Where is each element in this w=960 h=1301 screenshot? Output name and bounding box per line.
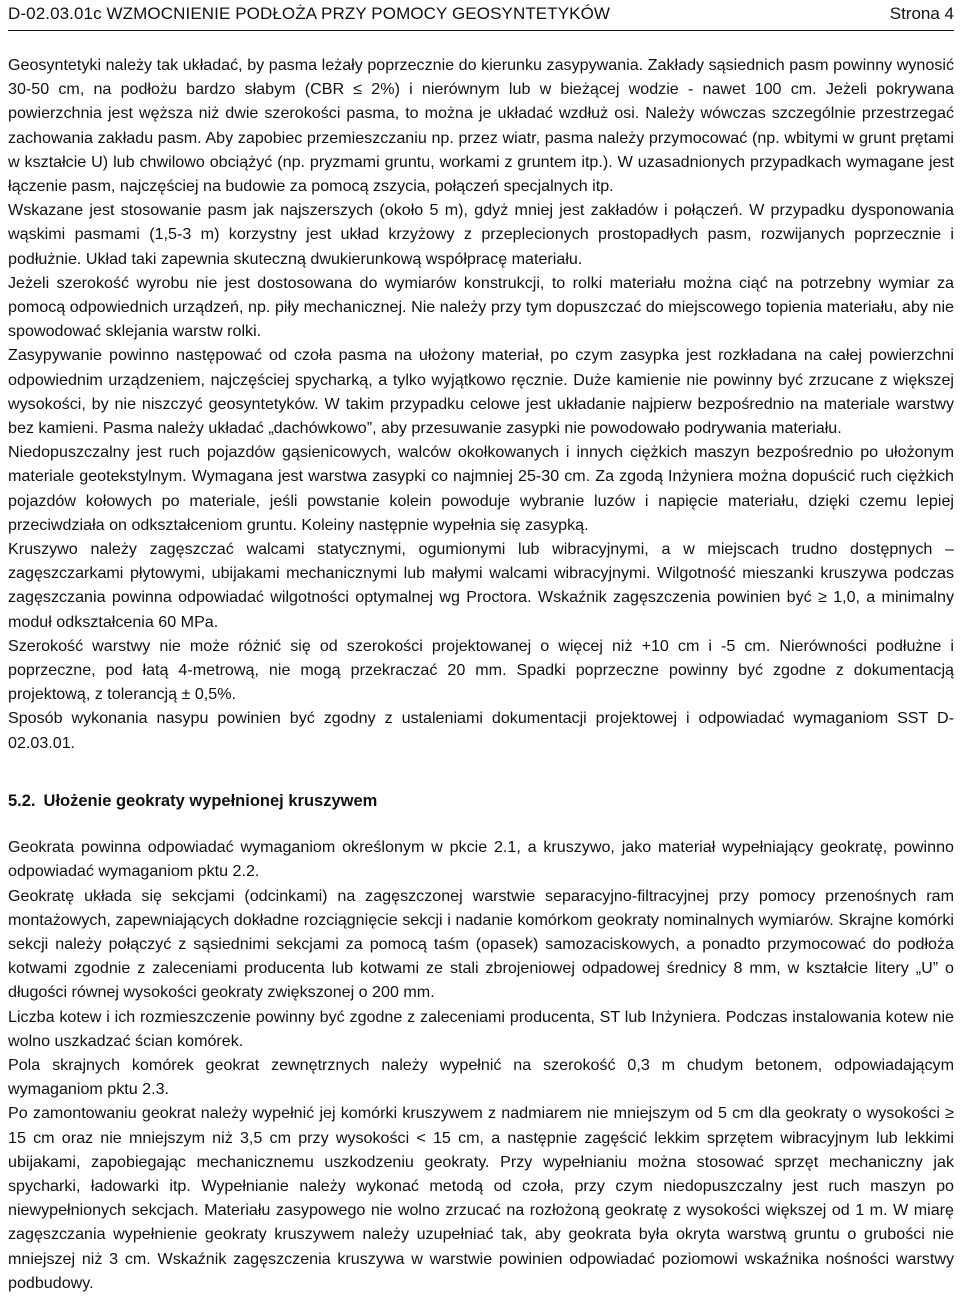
paragraph: Niedopuszczalny jest ruch pojazdów gąsienicowych, walców okołkowanych i innych ciężkich maszyn bezpośrednio po ułożonym materiale geotekstylnym. Wymagana jest warstwa zasypki co najmniej 25-30 cm. Za zgodą Inżyniera można dopuścić ruch ciężkich pojazdów kołowych po materiale, jeśli powstanie kolein powoduje wybranie luzów i napięcie materiału, dzięki czemu lepiej przeciwdziała on odkształceniom gruntu. Koleiny następnie wypełnia się zasypką. bbox=[8, 443, 954, 534]
paragraph: Liczba kotew i ich rozmieszczenie powinny być zgodne z zaleceniami producenta, ST lub Inżyniera. Podczas instalowania kotew nie wolno uszkadzać ścian komórek. bbox=[8, 1007, 954, 1050]
paragraph: Kruszywo należy zagęszczać walcami statycznymi, ogumionymi lub wibracyjnymi, a w miejscach trudno dostępnych – zagęszczarkami płytowymi, ubijakami mechanicznymi lub małymi walcami wibracyjnymi. Wilgotność mieszanki kruszywa podczas zagęszczania powinna odpowiadać wilgotności optymalnej wg Proctora. Wskaźnik zagęszczenia powinien być ≥ 1,0, a minimalny moduł odkształcenia 60 MPa. bbox=[8, 540, 954, 631]
paragraph: Geosyntetyki należy tak układać, by pasma leżały poprzecznie do kierunku zasypywania. Zakłady sąsiednich pasm powinny wynosić 30-50 cm, na podłożu bardzo słabym (CBR ≤ 2%) i nierównym lub w bieżącej wodzie - nawet 100 cm. Jeżeli pokrywana powierzchnia jest węższa niż dwie szerokości pasma, to można je układać wzdłuż osi. Należy wówczas szczególnie przestrzegać zachowania zakładu pasm. Aby zapobiec przemieszczaniu np. przez wiatr, pasma należy przymocować (np. wbitymi w grunt prętami w kształcie U) lub chwilowo obciążyć (np. pryzmami gruntu, workami z gruntem itp.). W uzasadnionych przypadkach wymagane jest łączenie pasm, najczęściej na budowie za pomocą zszycia, połączeń specjalnych itp. bbox=[8, 56, 954, 196]
page-number: Strona 4 bbox=[889, 4, 954, 23]
paragraph: Wskazane jest stosowanie pasm jak najszerszych (około 5 m), gdyż mniej jest zakładów i połączeń. W przypadku dysponowania wąskimi pasmami (1,5-3 m) korzystny jest układ krzyżowy z przeplecionych prostopadłych pasm, rozwijanych poprzecznie i podłużnie. Układ taki zapewnia skuteczną dwukierunkową współpracę materiału. bbox=[8, 201, 954, 268]
paragraph: Szerokość warstwy nie może różnić się od szerokości projektowanej o więcej niż +10 cm i -5 cm. Nierówności podłużne i poprzeczne, pod łatą 4-metrową, nie mogą przekraczać 20 mm. Spadki poprzeczne powinny być zgodne z dokumentacją projektową, z tolerancją ± 0,5%. bbox=[8, 636, 954, 704]
paragraph: Geokratę układa się sekcjami (odcinkami) na zagęszczonej warstwie separacyjno-filtracyjnej przy pomocy przenośnych ram montażowych, zapewniających dokładne rozciągnięcie sekcji i nadanie komórkom geokraty nominalnych wymiarów. Skrajne komórki sekcji należy połączyć z sąsiednimi sekcjami za pomocą taśm (opasek) samozaciskowych, a ponadto przymocować do podłoża kotwami zgodnie z zaleceniami producenta lub kotwami ze stali zbrojeniowej odpadowej średnicy 8 mm, w kształcie litery „U” o długości równej wysokości geokraty zwiększonej o 200 mm. bbox=[8, 886, 954, 1002]
paragraph: Zasypywanie powinno następować od czoła pasma na ułożony materiał, po czym zasypka jest rozkładana na całej powierzchni odpowiednim urządzeniem, najczęściej spycharką, a tylko wyjątkowo ręcznie. Duże kamienie nie powinny być zrzucane z większej wysokości, by nie niszczyć geosyntetyków. W takim przypadku celowe jest układanie najpierw bezpośrednio na materiale warstwy bez kamieni. Pasma należy układać „dachówkowo”, aby przesuwanie zasypki nie powodowało podrywania materiału. bbox=[8, 346, 954, 438]
paragraph: Sposób wykonania nasypu powinien być zgodny z ustaleniami dokumentacji projektowej i odpowiadać wymaganiom SST D-02.03.01. bbox=[8, 709, 954, 752]
section-number: 5.2. bbox=[8, 791, 36, 810]
paragraph: Jeżeli szerokość wyrobu nie jest dostosowana do wymiarów konstrukcji, to rolki materiału można ciąć na potrzebny wymiar za pomocą odpowiednich urządzeń, np. piły mechanicznej. Nie należy przy tym dopuszczać do miejscowego topienia materiału, aby nie spowodować sklejania warstw rolki. bbox=[8, 273, 954, 341]
paragraph: Po zamontowaniu geokrat należy wypełnić jej komórki kruszywem z nadmiarem nie mniejszym od 5 cm dla geokraty o wysokości ≥ 15 cm oraz nie mniejszym niż 3,5 cm przy wysokości < 15 cm, a następnie zagęścić lekkim sprzętem wibracyjnym lub lekkimi ubijakami, zapobiegając mechanicznemu uszkodzeniu geokraty. Przy wypełnianiu można stosować sprzęt mechaniczny jak spycharki, ładowarki itp. Wypełnianie należy wykonać metodą od czoła, przy czym niedopuszczalny jest ruch maszyn po niewypełnionych sekcjach. Materiału zasypowego nie wolno zrzucać na rozłożoną geokratę z wysokości większej od 1 m. W miarę zagęszczania wypełnienie geokraty kruszywem należy uzupełniać tak, aby geokrata była okryta warstwą gruntu o grubości nie mniejszej niż 3 cm. Wskaźnik zagęszczenia kruszywa w warstwie powinien odpowiadać poziomowi wskaźnika nośności warstwy podbudowy. bbox=[8, 1104, 954, 1292]
document-title: D-02.03.01c WZMOCNIENIE PODŁOŻA PRZY POMOCY GEOSYNTETYKÓW bbox=[8, 4, 611, 23]
section-title: Ułożenie geokraty wypełnionej kruszywem bbox=[43, 791, 378, 810]
paragraph: Geokrata powinna odpowiadać wymaganiom określonym w pkcie 2.1, a kruszywo, jako materiał wypełniający geokratę, powinno odpowiadać wymaganiom pktu 2.2. bbox=[8, 838, 954, 881]
document-body bbox=[8, 53, 954, 1295]
paragraph: Pola skrajnych komórek geokrat zewnętrznych należy wypełnić na szerokość 0,3 m chudym betonem, odpowiadającym wymaganiom pktu 2.3. bbox=[8, 1055, 954, 1099]
page-header bbox=[8, 0, 954, 31]
section-heading bbox=[8, 789, 954, 813]
